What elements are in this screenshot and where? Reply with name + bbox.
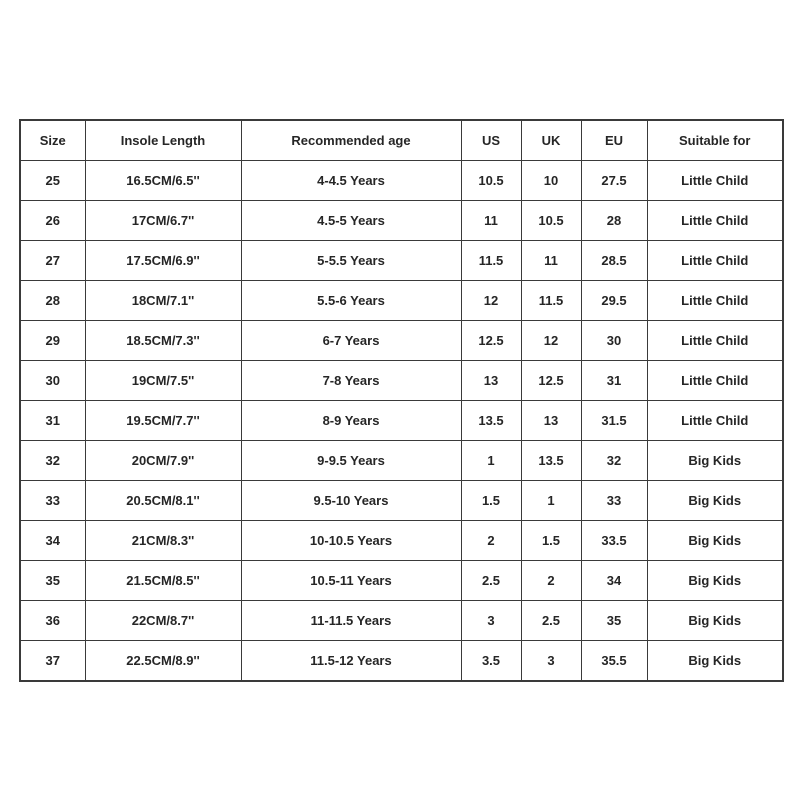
cell-suitable-for: Big Kids bbox=[647, 641, 783, 682]
cell-eu: 30 bbox=[581, 321, 647, 361]
table-row bbox=[20, 401, 783, 441]
cell-recommended-age: 7-8 Years bbox=[241, 361, 461, 401]
cell-eu: 34 bbox=[581, 561, 647, 601]
cell-uk: 1 bbox=[521, 481, 581, 521]
size-chart-table bbox=[19, 119, 784, 682]
table-row bbox=[20, 161, 783, 201]
cell-us: 11 bbox=[461, 201, 521, 241]
cell-eu: 29.5 bbox=[581, 281, 647, 321]
table-row bbox=[20, 241, 783, 281]
table-row bbox=[20, 321, 783, 361]
cell-uk: 2 bbox=[521, 561, 581, 601]
cell-us: 12.5 bbox=[461, 321, 521, 361]
cell-recommended-age: 6-7 Years bbox=[241, 321, 461, 361]
table-row bbox=[20, 641, 783, 682]
column-header-size: Size bbox=[20, 120, 85, 161]
cell-us: 3 bbox=[461, 601, 521, 641]
column-header-insole-length: Insole Length bbox=[85, 120, 241, 161]
cell-insole-length: 17CM/6.7'' bbox=[85, 201, 241, 241]
cell-suitable-for: Little Child bbox=[647, 161, 783, 201]
cell-uk: 13 bbox=[521, 401, 581, 441]
table-row bbox=[20, 521, 783, 561]
cell-us: 13.5 bbox=[461, 401, 521, 441]
table-row bbox=[20, 481, 783, 521]
cell-eu: 31 bbox=[581, 361, 647, 401]
column-header-uk: UK bbox=[521, 120, 581, 161]
cell-size: 33 bbox=[20, 481, 85, 521]
cell-eu: 27.5 bbox=[581, 161, 647, 201]
cell-us: 11.5 bbox=[461, 241, 521, 281]
cell-size: 27 bbox=[20, 241, 85, 281]
cell-eu: 28 bbox=[581, 201, 647, 241]
cell-recommended-age: 9-9.5 Years bbox=[241, 441, 461, 481]
cell-recommended-age: 10-10.5 Years bbox=[241, 521, 461, 561]
table-row bbox=[20, 441, 783, 481]
cell-suitable-for: Little Child bbox=[647, 281, 783, 321]
cell-recommended-age: 5.5-6 Years bbox=[241, 281, 461, 321]
cell-insole-length: 17.5CM/6.9'' bbox=[85, 241, 241, 281]
cell-size: 28 bbox=[20, 281, 85, 321]
table-row bbox=[20, 361, 783, 401]
cell-uk: 3 bbox=[521, 641, 581, 682]
cell-size: 31 bbox=[20, 401, 85, 441]
cell-insole-length: 19.5CM/7.7'' bbox=[85, 401, 241, 441]
table-row bbox=[20, 561, 783, 601]
cell-recommended-age: 8-9 Years bbox=[241, 401, 461, 441]
cell-suitable-for: Little Child bbox=[647, 401, 783, 441]
cell-recommended-age: 4.5-5 Years bbox=[241, 201, 461, 241]
column-header-us: US bbox=[461, 120, 521, 161]
cell-insole-length: 19CM/7.5'' bbox=[85, 361, 241, 401]
cell-suitable-for: Big Kids bbox=[647, 441, 783, 481]
cell-recommended-age: 11-11.5 Years bbox=[241, 601, 461, 641]
cell-size: 35 bbox=[20, 561, 85, 601]
cell-uk: 12.5 bbox=[521, 361, 581, 401]
cell-eu: 33 bbox=[581, 481, 647, 521]
table-row bbox=[20, 281, 783, 321]
cell-eu: 31.5 bbox=[581, 401, 647, 441]
cell-eu: 35.5 bbox=[581, 641, 647, 682]
cell-insole-length: 22.5CM/8.9'' bbox=[85, 641, 241, 682]
cell-size: 25 bbox=[20, 161, 85, 201]
cell-us: 1 bbox=[461, 441, 521, 481]
cell-suitable-for: Big Kids bbox=[647, 521, 783, 561]
cell-size: 36 bbox=[20, 601, 85, 641]
cell-eu: 33.5 bbox=[581, 521, 647, 561]
cell-insole-length: 21.5CM/8.5'' bbox=[85, 561, 241, 601]
cell-us: 12 bbox=[461, 281, 521, 321]
cell-size: 29 bbox=[20, 321, 85, 361]
cell-suitable-for: Little Child bbox=[647, 321, 783, 361]
cell-eu: 32 bbox=[581, 441, 647, 481]
cell-us: 2.5 bbox=[461, 561, 521, 601]
table-row bbox=[20, 201, 783, 241]
cell-uk: 2.5 bbox=[521, 601, 581, 641]
cell-us: 13 bbox=[461, 361, 521, 401]
cell-recommended-age: 11.5-12 Years bbox=[241, 641, 461, 682]
cell-insole-length: 18CM/7.1'' bbox=[85, 281, 241, 321]
header-row bbox=[20, 120, 783, 161]
cell-suitable-for: Big Kids bbox=[647, 481, 783, 521]
cell-recommended-age: 5-5.5 Years bbox=[241, 241, 461, 281]
cell-size: 26 bbox=[20, 201, 85, 241]
cell-recommended-age: 4-4.5 Years bbox=[241, 161, 461, 201]
cell-size: 30 bbox=[20, 361, 85, 401]
column-header-suitable-for: Suitable for bbox=[647, 120, 783, 161]
cell-insole-length: 20CM/7.9'' bbox=[85, 441, 241, 481]
cell-uk: 13.5 bbox=[521, 441, 581, 481]
cell-insole-length: 16.5CM/6.5'' bbox=[85, 161, 241, 201]
cell-suitable-for: Big Kids bbox=[647, 561, 783, 601]
cell-recommended-age: 10.5-11 Years bbox=[241, 561, 461, 601]
cell-eu: 28.5 bbox=[581, 241, 647, 281]
cell-size: 34 bbox=[20, 521, 85, 561]
cell-size: 37 bbox=[20, 641, 85, 682]
column-header-eu: EU bbox=[581, 120, 647, 161]
cell-suitable-for: Little Child bbox=[647, 201, 783, 241]
cell-insole-length: 22CM/8.7'' bbox=[85, 601, 241, 641]
cell-uk: 1.5 bbox=[521, 521, 581, 561]
cell-uk: 11.5 bbox=[521, 281, 581, 321]
cell-insole-length: 20.5CM/8.1'' bbox=[85, 481, 241, 521]
cell-recommended-age: 9.5-10 Years bbox=[241, 481, 461, 521]
cell-uk: 11 bbox=[521, 241, 581, 281]
cell-suitable-for: Big Kids bbox=[647, 601, 783, 641]
cell-us: 1.5 bbox=[461, 481, 521, 521]
cell-suitable-for: Little Child bbox=[647, 361, 783, 401]
table-row bbox=[20, 601, 783, 641]
cell-insole-length: 21CM/8.3'' bbox=[85, 521, 241, 561]
cell-us: 10.5 bbox=[461, 161, 521, 201]
cell-suitable-for: Little Child bbox=[647, 241, 783, 281]
cell-uk: 10.5 bbox=[521, 201, 581, 241]
cell-eu: 35 bbox=[581, 601, 647, 641]
cell-uk: 12 bbox=[521, 321, 581, 361]
column-header-recommended-age: Recommended age bbox=[241, 120, 461, 161]
cell-uk: 10 bbox=[521, 161, 581, 201]
cell-insole-length: 18.5CM/7.3'' bbox=[85, 321, 241, 361]
cell-size: 32 bbox=[20, 441, 85, 481]
cell-us: 3.5 bbox=[461, 641, 521, 682]
cell-us: 2 bbox=[461, 521, 521, 561]
